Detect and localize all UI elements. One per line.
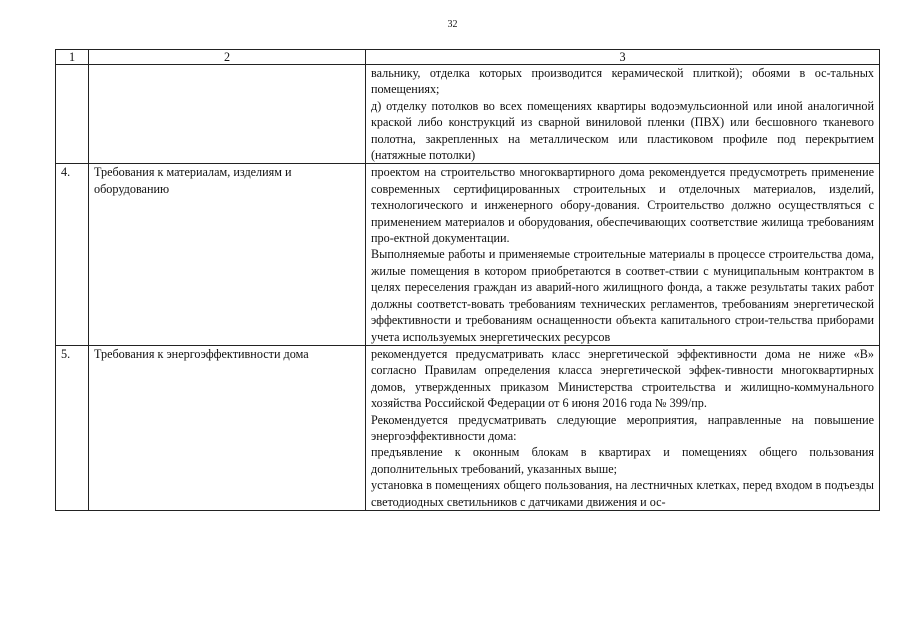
page-number: 32	[447, 19, 458, 30]
column-header-1: 1	[56, 50, 89, 65]
row-number-cell	[56, 65, 89, 164]
table-row-energy-efficiency	[56, 345, 880, 510]
column-header-3: 3	[366, 50, 880, 65]
content-paragraph: Выполняемые работы и применяемые строительные материалы в процессе строительства дома, жилые помещения в котором приобретаются в соответ-ствии с муниципальным контрактом в целях переселения граждан из аварий-ного жилищного фонда, а также результаты таких работ должны соответст-вовать требованиям технических регламентов, требованиям энергетической эффективности и требованиям оснащенности объекта капитального строи-тельства приборами учета используемых энергетических ресурсов	[371, 247, 874, 344]
requirements-table	[55, 49, 880, 511]
table-header-row	[56, 50, 880, 65]
row-number-cell: 5.	[56, 345, 89, 510]
content-paragraph: установка в помещениях общего пользования, на лестничных клетках, перед входом в подъезды светодиодных светильников с датчиками движения и ос-	[371, 478, 874, 509]
content-cell	[366, 345, 880, 510]
content-paragraph: рекомендуется предусматривать класс энергетической эффективности дома не ниже «В» согласно Правилам определения класса энергетической эффек-тивности многоквартирных домов, утвержденных приказом Министерства строительства и жилищно-коммунального хозяйства Российской Федерации от 6 июня 2016 года № 399/пр.	[371, 346, 874, 411]
requirement-cell	[89, 65, 366, 164]
column-header-2: 2	[89, 50, 366, 65]
row-number-cell: 4.	[56, 164, 89, 345]
content-paragraph: вальнику, отделка которых производится керамической плиткой); обоями в ос-тальных помещениях;	[371, 66, 874, 97]
table-row-materials	[56, 164, 880, 345]
requirement-cell: Требования к материалам, изделиям и оборудованию	[89, 164, 366, 345]
content-cell	[366, 65, 880, 164]
table-row-continuation	[56, 65, 880, 164]
content-cell	[366, 164, 880, 345]
content-paragraph: проектом на строительство многоквартирного дома рекомендуется предусмотреть применение современных сертифицированных строительных и отделочных материалов, изделий, технологического и инженерного обору-дования. Строительство должно осуществляться с применением материалов и оборудования, обеспечивающих соответствие жилища требованиям про-ектной документации.	[371, 165, 874, 246]
content-paragraph: предъявление к оконным блокам в квартирах и помещениях общего пользования дополнительных требований, указанных выше;	[371, 445, 874, 476]
content-paragraph: д) отделку потолков во всех помещениях квартиры водоэмульсионной или иной аналогичной краской либо конструкций из сварной виниловой пленки (ПВХ) или бесшовного тканевого полотна, закрепленных на металлическом или пластиковом профиле под перекрытием (натяжные потолки)	[371, 98, 874, 163]
content-paragraph: Рекомендуется предусматривать следующие мероприятия, направленные на повышение энергоэффективности дома:	[371, 412, 874, 443]
requirement-cell: Требования к энергоэффективности дома	[89, 345, 366, 510]
